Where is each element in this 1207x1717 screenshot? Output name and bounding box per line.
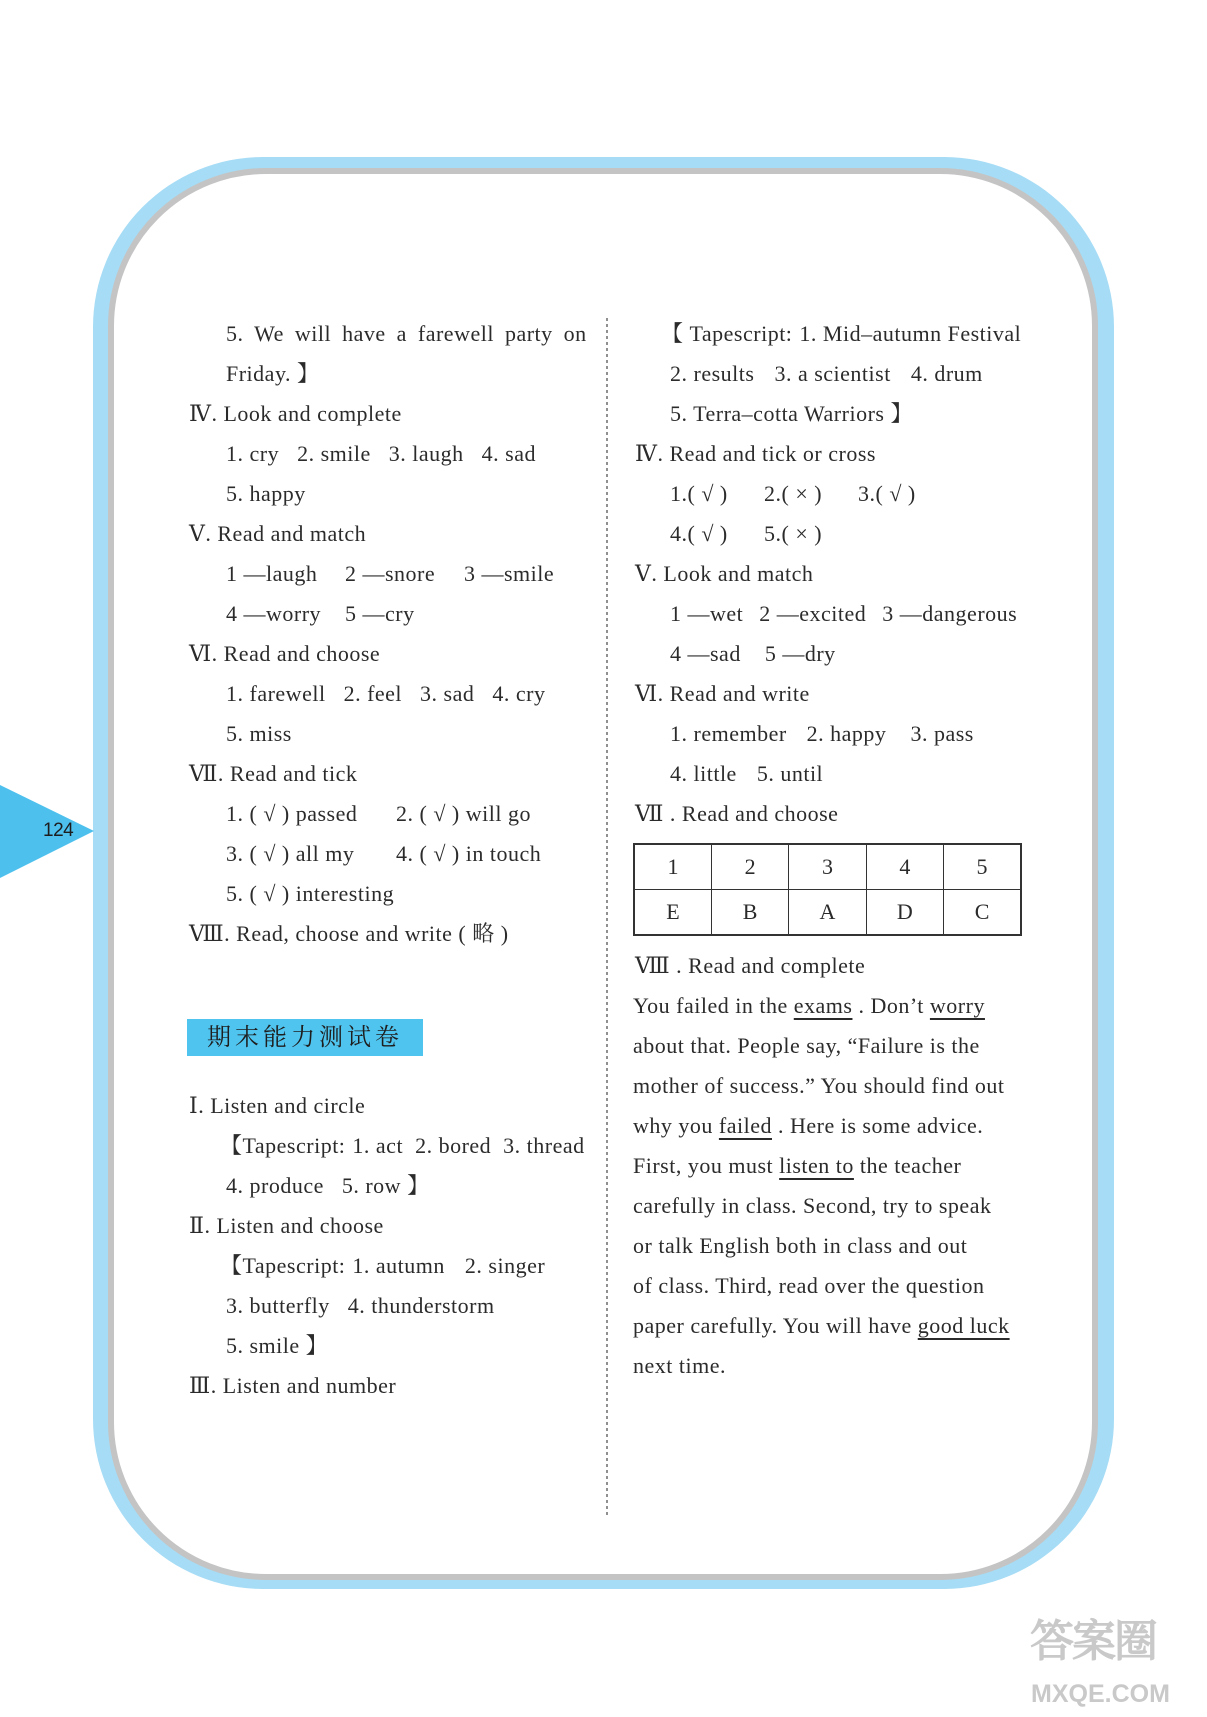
answer-item: 5. miss [226,721,292,746]
answer-item: 2. happy [806,721,887,746]
page-number: 124 [43,820,74,841]
answer-row [189,674,604,714]
answer-item: 5. until [756,761,824,786]
answer-item: 5. happy [226,481,306,506]
left-column-top [189,314,604,954]
section-heading: Ⅴ. Look and match [635,561,814,586]
tapescript-tail-line [189,354,604,394]
right-column-top [633,314,1093,834]
tapescript-open: 【Tapescript: [220,1253,346,1278]
tapescript-item: 3. butterfly [226,1293,330,1318]
section-heading: Ⅰ. Listen and circle [189,1093,366,1118]
section-heading: Ⅳ. Read and tick or cross [635,441,876,466]
table-cell-number: 2 [711,844,788,890]
answer-row [189,554,604,594]
answer-item: 4. little [670,761,737,786]
answer-row [189,714,604,754]
tapescript-item: 5. row [341,1173,402,1198]
answer-row [189,474,604,514]
answer-item: 4 —sad [670,641,741,666]
answer-item: 4.( √ ) [670,521,728,546]
answer-row [633,514,1093,554]
answer-item: 3. ( √ ) all my [226,841,355,866]
answer-item: 2. feel [343,681,403,706]
answer-row [189,594,604,634]
tapescript-item: 2. singer [464,1253,546,1278]
tapescript-row [189,1246,604,1286]
answer-row [633,714,1093,754]
passage-text: carefully in class. Second, try to speak [633,1193,992,1218]
answer-item: 3 —smile [464,561,555,586]
answer-item: 3.( √ ) [858,481,916,506]
answer-item: 5 —cry [345,601,415,626]
passage-text: paper carefully. You will have [633,1313,918,1338]
table-cell-number: 5 [944,844,1021,890]
tapescript-close: 】 [407,1173,430,1198]
answer-item: 1.( √ ) [670,481,728,506]
final-test-title: 期末能力测试卷 [187,1019,423,1056]
tapescript-close: 】 [305,1333,329,1358]
answer-item: 2 —snore [345,561,436,586]
tapescript-tail-text: 5. We will have a farewell party on [226,321,587,346]
tapescript-item: 4. produce [226,1173,324,1198]
passage-answer: worry [929,993,985,1018]
passage-answer: good luck [917,1313,1010,1338]
answer-table [633,843,1022,936]
tapescript-item: 4. drum [910,361,983,386]
passage-line [633,1146,1093,1186]
tapescript-open: 【Tapescript: [220,1133,346,1158]
tapescript-row [189,1286,604,1326]
passage-line [633,1106,1093,1146]
tapescript-item: 2. bored [415,1133,492,1158]
answer-item: 4. cry [492,681,546,706]
passage-text: next time. [633,1353,726,1378]
tapescript-tail-text: Friday. 】 [226,361,320,386]
passage-text: the teacher [853,1153,962,1178]
passage-answer: exams [793,993,853,1018]
passage-line [633,1026,1093,1066]
left-column-bottom [189,1086,604,1406]
table-cell-number: 1 [634,844,711,890]
table-cell-answer: B [711,890,788,936]
tapescript-row [633,354,1093,394]
section-heading: Ⅷ . Read and complete [635,953,866,978]
tapescript-item: 3. thread [503,1133,585,1158]
answer-row [633,634,1093,674]
answer-row [189,434,604,474]
answer-row [189,794,604,834]
passage-line [633,1306,1093,1346]
answer-item: 5. ( √ ) interesting [226,881,395,906]
passage-line [633,986,1093,1026]
tapescript-tail-line [189,314,604,354]
section-heading: Ⅲ. Listen and number [189,1373,397,1398]
answer-row [633,754,1093,794]
answer-item: 1 —wet [670,601,744,626]
passage-answer: listen to [779,1153,854,1178]
table-cell-answer: A [789,890,866,936]
passage-text: about that. People say, “Failure is the [633,1033,980,1058]
answer-item: 3. laugh [388,441,464,466]
passage-text: mother of success.” You should find out [633,1073,1005,1098]
tapescript-row [633,314,1093,354]
passage-line [633,1186,1093,1226]
watermark-logo: 答案圈 [1030,1616,1156,1667]
answer-item: 2. ( √ ) will go [396,801,531,826]
answer-item: 1. cry [226,441,280,466]
table-row-answers [634,890,1021,936]
passage-text: of class. Third, read over the question [633,1273,985,1298]
passage-line [633,1266,1093,1306]
table-cell-answer: E [634,890,711,936]
table-cell-number: 4 [866,844,943,890]
answer-row [633,594,1093,634]
answer-row [189,874,604,914]
answer-row [189,834,604,874]
right-column-bottom [633,946,1093,1386]
answer-item: 2. smile [297,441,371,466]
answer-item: 1. ( √ ) passed [226,801,358,826]
table-cell-answer: D [866,890,943,936]
answer-item: 4. ( √ ) in touch [396,841,542,866]
answer-item: 2.( × ) [764,481,823,506]
passage-text: why you [633,1113,719,1138]
tapescript-row [633,394,1093,434]
tapescript-row [189,1166,604,1206]
answer-row [633,474,1093,514]
passage-line [633,1226,1093,1266]
answer-item: 5 —dry [764,641,836,666]
table-cell-answer: C [944,890,1021,936]
passage-text: or talk English both in class and out [633,1233,968,1258]
section-heading: Ⅵ. Read and choose [189,641,381,666]
tapescript-row [189,1126,604,1166]
table-row-numbers [634,844,1021,890]
section-heading: Ⅵ. Read and write [635,681,810,706]
passage-text: First, you must [633,1153,780,1178]
watermark-site: MXQE.COM [1031,1680,1170,1708]
passage-answer: failed [718,1113,772,1138]
answer-item: 1. farewell [226,681,326,706]
answer-item: 1 —laugh [226,561,318,586]
tapescript-open: 【 Tapescript: [661,321,793,346]
section-heading: Ⅷ. Read, choose and write ( 略 ) [189,921,509,946]
tapescript-item: 2. results [670,361,755,386]
answer-item: 3 —dangerous [882,601,1018,626]
passage-line [633,1066,1093,1106]
tapescript-item: 5. smile [226,1333,300,1358]
answer-item: 3. sad [420,681,475,706]
section-heading: Ⅱ. Listen and choose [189,1213,384,1238]
passage-line [633,1346,1093,1386]
answer-item: 1. remember [670,721,787,746]
answer-item: 4. sad [481,441,536,466]
answer-item: 3. pass [910,721,974,746]
tapescript-item: 1. Mid–autumn Festival [799,321,1022,346]
tapescript-row [189,1326,604,1366]
section-heading: Ⅶ . Read and choose [635,801,839,826]
tapescript-item: 1. autumn [352,1253,445,1278]
section-heading: Ⅴ. Read and match [189,521,367,546]
section-heading: Ⅶ. Read and tick [189,761,358,786]
answer-item: 4 —worry [226,601,322,626]
table-cell-number: 3 [789,844,866,890]
section-heading: Ⅳ. Look and complete [189,401,402,426]
passage-text: You failed in the [633,993,794,1018]
passage-text: . Here is some advice. [771,1113,984,1138]
tapescript-close: 】 [890,401,913,426]
answer-item: 5.( × ) [764,521,823,546]
tapescript-item: 5. Terra–cotta Warriors [670,401,885,426]
tapescript-item: 1. act [352,1133,404,1158]
answer-item: 2 —excited [759,601,867,626]
tapescript-item: 4. thunderstorm [347,1293,495,1318]
tapescript-item: 3. a scientist [774,361,891,386]
passage-text: . Don’t [852,993,930,1018]
